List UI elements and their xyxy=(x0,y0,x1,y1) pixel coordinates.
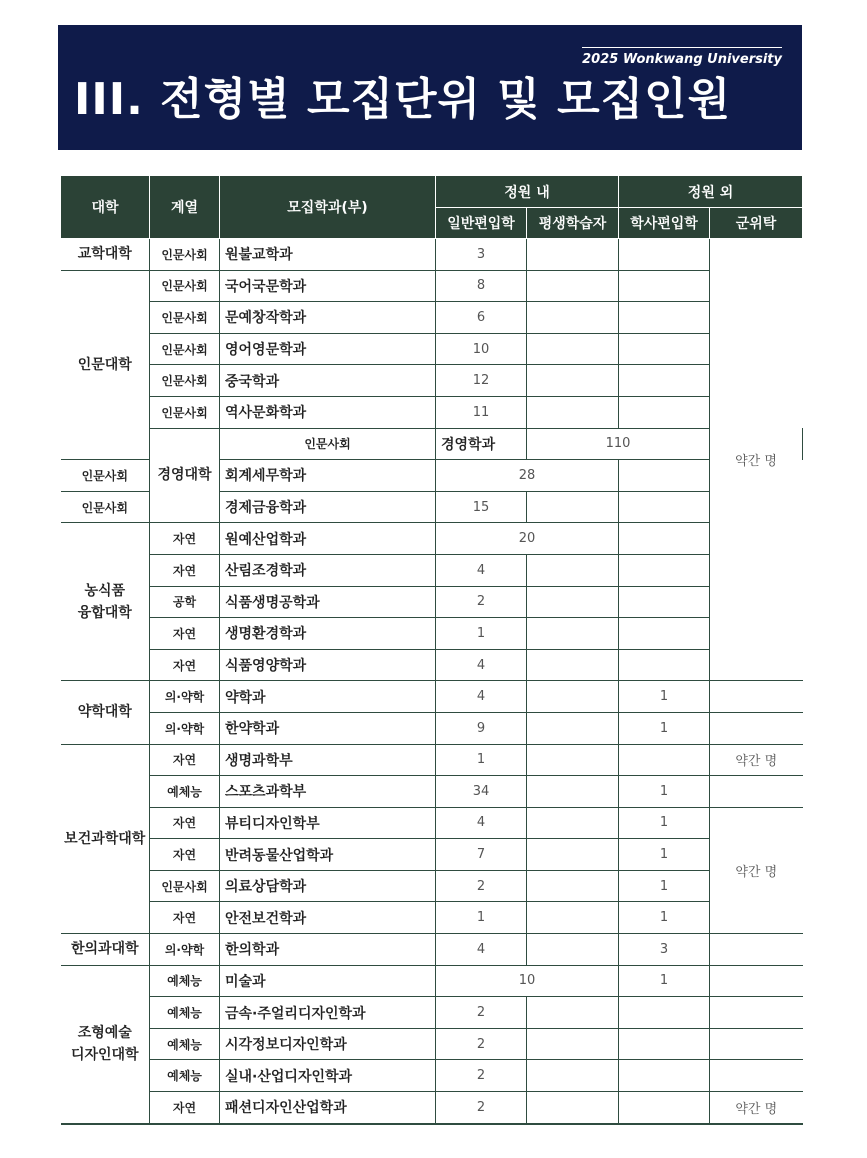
series-cell: 예체능 xyxy=(150,1060,220,1092)
department-name: 역사문화학과 xyxy=(220,396,436,428)
general-transfer-cell: 4 xyxy=(436,807,527,839)
series-cell: 자연 xyxy=(150,649,220,681)
general-transfer-cell: 2 xyxy=(436,1092,527,1124)
lifelong-learner-cell xyxy=(527,302,619,334)
department-name: 식품영양학과 xyxy=(220,649,436,681)
department-name: 회계세무학과 xyxy=(220,460,436,492)
series-cell: 의·약학 xyxy=(150,681,220,713)
merged-quota-cell: 20 xyxy=(436,523,619,555)
series-cell: 인문사회 xyxy=(150,365,220,397)
bachelor-transfer-cell: 1 xyxy=(619,965,710,997)
general-transfer-cell: 2 xyxy=(436,586,527,618)
military-cell: 약간 명 xyxy=(710,807,803,933)
series-cell: 예체능 xyxy=(150,997,220,1029)
table-row xyxy=(61,239,803,271)
department-name: 뷰티디자인학부 xyxy=(220,807,436,839)
department-name: 영어영문학과 xyxy=(220,333,436,365)
general-transfer-cell: 2 xyxy=(436,1028,527,1060)
bachelor-transfer-cell xyxy=(619,491,710,523)
table-row xyxy=(61,523,803,555)
lifelong-learner-cell xyxy=(527,270,619,302)
department-name: 원예산업학과 xyxy=(220,523,436,555)
college-name: 조형예술 디자인대학 xyxy=(61,965,150,1123)
table-row xyxy=(61,934,803,966)
bachelor-transfer-cell: 1 xyxy=(619,776,710,808)
military-cell: 약간 명 xyxy=(710,239,803,681)
military-cell xyxy=(710,1028,803,1060)
general-transfer-cell: 4 xyxy=(436,554,527,586)
header-bachelor-transfer: 학사편입학 xyxy=(619,208,710,239)
general-transfer-cell: 2 xyxy=(436,1060,527,1092)
general-transfer-cell: 4 xyxy=(436,681,527,713)
lifelong-learner-cell xyxy=(527,396,619,428)
department-name: 원불교학과 xyxy=(220,239,436,271)
bachelor-transfer-cell xyxy=(619,523,710,555)
department-name: 약학과 xyxy=(220,681,436,713)
general-transfer-cell: 1 xyxy=(436,618,527,650)
page-title: III. 전형별 모집단위 및 모집인원 xyxy=(74,74,732,125)
series-cell: 인문사회 xyxy=(61,491,150,523)
bachelor-transfer-cell xyxy=(619,239,710,271)
table-row xyxy=(61,365,803,397)
lifelong-learner-cell xyxy=(527,712,619,744)
department-name: 반려동물산업학과 xyxy=(220,839,436,871)
header-outside-quota: 정원 외 xyxy=(619,176,803,208)
lifelong-learner-cell xyxy=(527,681,619,713)
series-cell: 자연 xyxy=(150,618,220,650)
general-transfer-cell: 4 xyxy=(436,649,527,681)
military-cell xyxy=(710,712,803,744)
series-cell: 자연 xyxy=(150,902,220,934)
bachelor-transfer-cell: 1 xyxy=(619,712,710,744)
admission-quota-table xyxy=(60,175,803,1125)
military-cell xyxy=(710,776,803,808)
bachelor-transfer-cell xyxy=(619,997,710,1029)
military-cell: 약간 명 xyxy=(710,1092,803,1124)
table-row xyxy=(61,997,803,1029)
series-cell: 인문사회 xyxy=(150,302,220,334)
department-name: 생명환경학과 xyxy=(220,618,436,650)
general-transfer-cell: 6 xyxy=(436,302,527,334)
header-general-transfer: 일반편입학 xyxy=(436,208,527,239)
department-name: 문예창작학과 xyxy=(220,302,436,334)
department-name: 패션디자인산업학과 xyxy=(220,1092,436,1124)
bachelor-transfer-cell xyxy=(619,333,710,365)
header-college: 대학 xyxy=(61,176,150,239)
table-row xyxy=(61,1028,803,1060)
university-subtitle: 2025 Wonkwang University xyxy=(582,47,782,67)
department-name: 안전보건학과 xyxy=(220,902,436,934)
department-name: 경제금융학과 xyxy=(220,491,436,523)
department-name: 의료상담학과 xyxy=(220,870,436,902)
lifelong-learner-cell xyxy=(527,1028,619,1060)
series-cell: 자연 xyxy=(150,807,220,839)
series-cell: 예체능 xyxy=(150,1028,220,1060)
series-cell: 자연 xyxy=(150,839,220,871)
bachelor-transfer-cell xyxy=(619,365,710,397)
table-row xyxy=(61,712,803,744)
department-name: 한의학과 xyxy=(220,934,436,966)
department-name: 중국학과 xyxy=(220,365,436,397)
department-name: 시각정보디자인학과 xyxy=(220,1028,436,1060)
college-name: 약학대학 xyxy=(61,681,150,744)
bachelor-transfer-cell xyxy=(619,396,710,428)
lifelong-learner-cell xyxy=(527,934,619,966)
general-transfer-cell: 15 xyxy=(436,491,527,523)
table-row xyxy=(61,776,803,808)
college-name: 경영대학 xyxy=(150,428,220,523)
lifelong-learner-cell xyxy=(527,365,619,397)
general-transfer-cell: 12 xyxy=(436,365,527,397)
bachelor-transfer-cell xyxy=(619,460,710,492)
table-row xyxy=(61,1092,803,1124)
series-cell: 인문사회 xyxy=(150,396,220,428)
lifelong-learner-cell xyxy=(527,554,619,586)
table-row xyxy=(61,870,803,902)
bachelor-transfer-cell: 1 xyxy=(619,807,710,839)
general-transfer-cell: 10 xyxy=(436,333,527,365)
lifelong-learner-cell xyxy=(527,586,619,618)
general-transfer-cell: 2 xyxy=(436,870,527,902)
college-name: 한의과대학 xyxy=(61,934,150,966)
table-row xyxy=(61,586,803,618)
series-cell: 인문사회 xyxy=(150,239,220,271)
general-transfer-cell: 1 xyxy=(436,902,527,934)
department-name: 한약학과 xyxy=(220,712,436,744)
table-row xyxy=(61,965,803,997)
lifelong-learner-cell xyxy=(527,776,619,808)
series-cell: 인문사회 xyxy=(220,428,436,460)
lifelong-learner-cell xyxy=(527,491,619,523)
table-row xyxy=(61,396,803,428)
lifelong-learner-cell xyxy=(527,649,619,681)
military-cell xyxy=(710,681,803,713)
lifelong-learner-cell xyxy=(527,333,619,365)
table-row xyxy=(61,681,803,713)
bachelor-transfer-cell: 3 xyxy=(619,934,710,966)
series-cell: 자연 xyxy=(150,1092,220,1124)
series-cell: 인문사회 xyxy=(150,870,220,902)
college-name: 인문대학 xyxy=(61,270,150,460)
lifelong-learner-cell xyxy=(527,870,619,902)
general-transfer-cell: 8 xyxy=(436,270,527,302)
military-cell xyxy=(710,997,803,1029)
college-name: 교학대학 xyxy=(61,239,150,271)
bachelor-transfer-cell xyxy=(619,586,710,618)
table-row xyxy=(61,270,803,302)
department-name: 금속·주얼리디자인학과 xyxy=(220,997,436,1029)
department-name: 국어국문학과 xyxy=(220,270,436,302)
header-department: 모집학과(부) xyxy=(220,176,436,239)
general-transfer-cell: 2 xyxy=(436,997,527,1029)
table-row xyxy=(61,554,803,586)
series-cell: 자연 xyxy=(150,523,220,555)
header-military: 군위탁 xyxy=(710,208,803,239)
college-name: 보건과학대학 xyxy=(61,744,150,934)
bachelor-transfer-cell xyxy=(619,302,710,334)
military-cell xyxy=(710,1060,803,1092)
table-row xyxy=(61,839,803,871)
general-transfer-cell: 11 xyxy=(436,396,527,428)
table-row xyxy=(61,428,803,460)
table-row xyxy=(61,618,803,650)
general-transfer-cell: 1 xyxy=(436,744,527,776)
series-cell: 인문사회 xyxy=(61,460,150,492)
lifelong-learner-cell xyxy=(527,807,619,839)
bachelor-transfer-cell: 1 xyxy=(619,681,710,713)
bachelor-transfer-cell xyxy=(619,1060,710,1092)
lifelong-learner-cell xyxy=(527,618,619,650)
series-cell: 의·약학 xyxy=(150,934,220,966)
table-body xyxy=(61,239,803,1124)
military-cell: 약간 명 xyxy=(710,744,803,776)
general-transfer-cell: 9 xyxy=(436,712,527,744)
lifelong-learner-cell xyxy=(527,1092,619,1124)
bachelor-transfer-cell xyxy=(619,270,710,302)
department-name: 생명과학부 xyxy=(220,744,436,776)
general-transfer-cell: 34 xyxy=(436,776,527,808)
table-row xyxy=(61,902,803,934)
bachelor-transfer-cell xyxy=(619,1092,710,1124)
general-transfer-cell: 4 xyxy=(436,934,527,966)
military-cell xyxy=(710,934,803,966)
department-name: 경영학과 xyxy=(436,428,527,460)
lifelong-learner-cell xyxy=(527,839,619,871)
department-name: 실내·산업디자인학과 xyxy=(220,1060,436,1092)
series-cell: 예체능 xyxy=(150,965,220,997)
header-series: 계열 xyxy=(150,176,220,239)
merged-quota-cell: 10 xyxy=(436,965,619,997)
header-within-quota: 정원 내 xyxy=(436,176,619,208)
series-cell: 공학 xyxy=(150,586,220,618)
bachelor-transfer-cell xyxy=(619,744,710,776)
table-row xyxy=(61,1060,803,1092)
department-name: 산림조경학과 xyxy=(220,554,436,586)
lifelong-learner-cell xyxy=(527,997,619,1029)
bachelor-transfer-cell xyxy=(619,1028,710,1060)
header-lifelong-learner: 평생학습자 xyxy=(527,208,619,239)
title-banner xyxy=(58,25,802,150)
series-cell: 의·약학 xyxy=(150,712,220,744)
bachelor-transfer-cell xyxy=(619,618,710,650)
lifelong-learner-cell xyxy=(527,902,619,934)
table-row xyxy=(61,807,803,839)
series-cell: 인문사회 xyxy=(150,270,220,302)
table-row xyxy=(61,649,803,681)
bachelor-transfer-cell xyxy=(619,649,710,681)
lifelong-learner-cell xyxy=(527,1060,619,1092)
series-cell: 인문사회 xyxy=(150,333,220,365)
college-name: 농식품 융합대학 xyxy=(61,523,150,681)
merged-quota-cell: 28 xyxy=(436,460,619,492)
lifelong-learner-cell xyxy=(527,744,619,776)
department-name: 스포츠과학부 xyxy=(220,776,436,808)
department-name: 식품생명공학과 xyxy=(220,586,436,618)
bachelor-transfer-cell: 1 xyxy=(619,870,710,902)
bachelor-transfer-cell: 1 xyxy=(619,902,710,934)
general-transfer-cell: 7 xyxy=(436,839,527,871)
table-row xyxy=(61,333,803,365)
general-transfer-cell: 3 xyxy=(436,239,527,271)
series-cell: 예체능 xyxy=(150,776,220,808)
bachelor-transfer-cell xyxy=(619,554,710,586)
table-row xyxy=(61,302,803,334)
series-cell: 자연 xyxy=(150,744,220,776)
military-cell xyxy=(710,965,803,997)
series-cell: 자연 xyxy=(150,554,220,586)
bachelor-transfer-cell: 1 xyxy=(619,839,710,871)
department-name: 미술과 xyxy=(220,965,436,997)
lifelong-learner-cell xyxy=(527,239,619,271)
merged-quota-cell: 110 xyxy=(527,428,710,460)
table-row xyxy=(61,744,803,776)
